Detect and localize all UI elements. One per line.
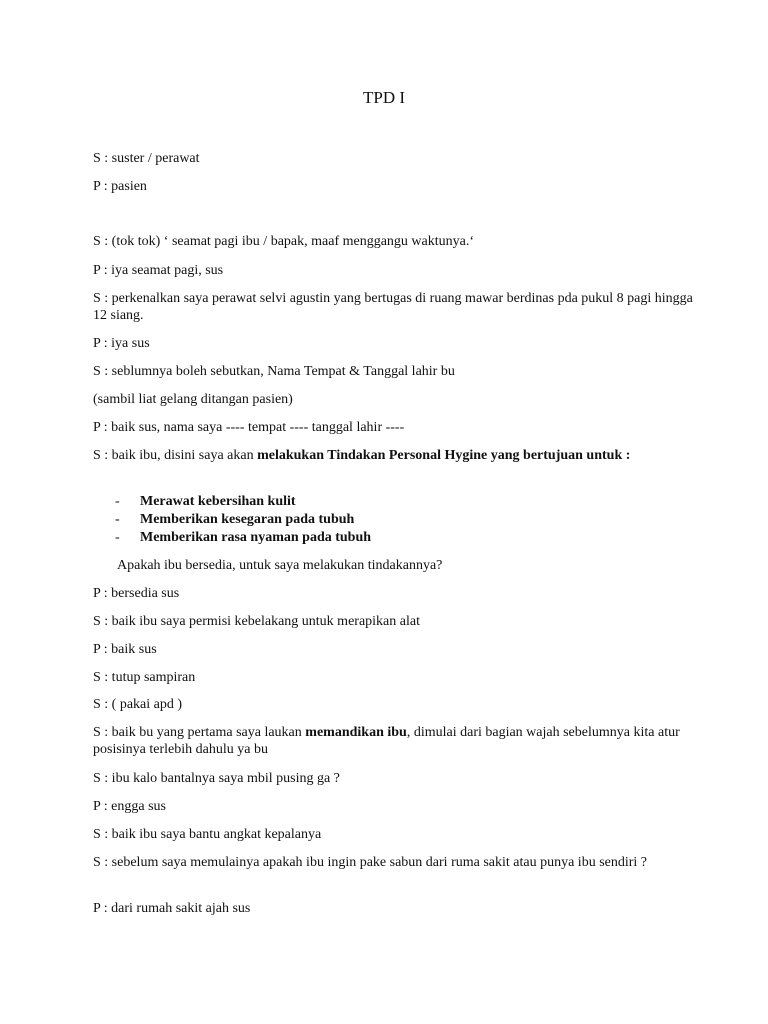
dialogue-line <box>93 447 693 464</box>
dialogue-line: P : engga sus <box>93 799 166 814</box>
list-item-text: Memberikan rasa nyaman pada tubuh <box>140 530 372 545</box>
line-text: S : baik bu yang pertama saya laukan <box>93 725 306 740</box>
line-text: S : baik ibu, disini saya akan <box>93 448 258 463</box>
line-text: , dimulai dari bagian wajah sebelumnya kita atur posisinya terlebih dahulu ya bu <box>93 725 680 757</box>
dialogue-line: P : bersedia sus <box>93 586 180 601</box>
dialogue-line: P : baik sus, nama saya ---- tempat ---- tanggal lahir ---- <box>93 420 405 435</box>
dialogue-line: P : pasien <box>93 179 147 194</box>
list-item-text: Memberikan kesegaran pada tubuh <box>140 512 355 527</box>
dialogue-line: Apakah ibu bersedia, untuk saya melakukan tindakannya? <box>117 558 443 573</box>
bold-text: memandikan ibu <box>305 725 407 740</box>
dialogue-line: S : (tok tok) ‘ seamat pagi ibu / bapak, maaf menggangu waktunya.‘ <box>93 234 475 249</box>
document-title: TPD I <box>362 88 406 107</box>
list-dash: - <box>115 494 120 509</box>
list-item-text: Merawat kebersihan kulit <box>140 494 296 509</box>
list-dash: - <box>115 512 120 527</box>
list-dash: - <box>115 530 120 545</box>
dialogue-line: S : perkenalkan saya perawat selvi agustin yang bertugas di ruang mawar berdinas pda pukul 8 pagi hingga 12 siang. <box>93 291 693 323</box>
dialogue-line: S : sebelum saya memulainya apakah ibu ingin pake sabun dari ruma sakit atau punya ibu sendiri ? <box>93 855 648 870</box>
dialogue-line: S : seblumnya boleh sebutkan, Nama Tempat & Tanggal lahir bu <box>93 364 455 379</box>
dialogue-line: P : iya sus <box>93 336 150 351</box>
dialogue-line: S : ibu kalo bantalnya saya mbil pusing ga ? <box>93 771 340 786</box>
dialogue-line: S : ( pakai apd ) <box>93 697 183 712</box>
dialogue-line: P : baik sus <box>93 642 157 657</box>
dialogue-line: S : suster / perawat <box>93 151 200 166</box>
dialogue-line: S : tutup sampiran <box>93 670 196 685</box>
dialogue-line: S : baik ibu saya permisi kebelakang untuk merapikan alat <box>93 614 420 629</box>
dialogue-line: P : dari rumah sakit ajah sus <box>93 901 251 916</box>
dialogue-line: S : baik ibu saya bantu angkat kepalanya <box>93 827 322 842</box>
bold-text: melakukan Tindakan Personal Hygine yang bertujuan untuk : <box>257 448 631 463</box>
stage-direction: (sambil liat gelang ditangan pasien) <box>93 392 293 407</box>
dialogue-line: P : iya seamat pagi, sus <box>93 263 224 278</box>
dialogue-line <box>93 724 693 758</box>
